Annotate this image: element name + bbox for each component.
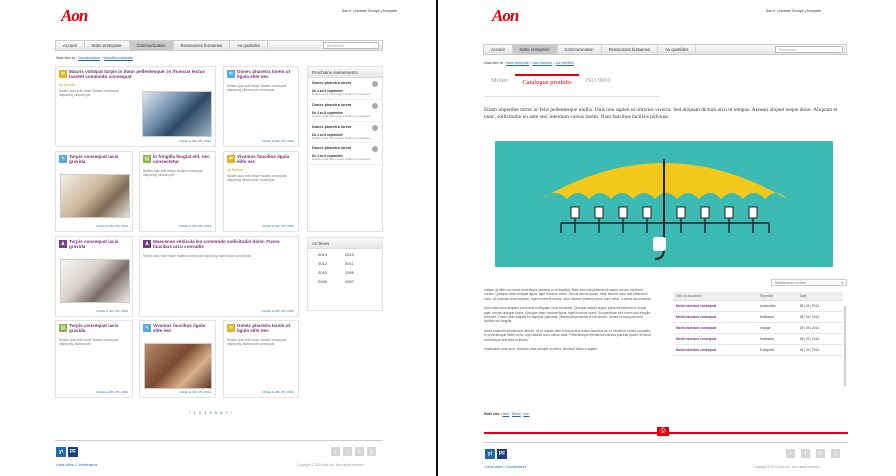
nav-notre-entreprise[interactable]: Notre entreprise [513,45,558,54]
footer-divider [55,440,383,441]
office-building-image [142,91,212,137]
team-meeting-image [60,174,130,218]
megaphone-icon: ✉ [60,71,66,77]
chat-icon: ✎ [60,156,66,162]
news-card[interactable]: ▤ Turpis consequat iacis gravida Nullam quis velit neque Nullam consequat adipiscing ullamcorper Publié le 08 | 05 | 2014 [55,320,133,398]
events-box [307,66,383,232]
nav-accueil[interactable]: Accueil [484,45,513,54]
main-nav [483,44,847,55]
chevron-down-icon: ▾ [841,280,843,285]
user-icon: ♟ [60,241,66,247]
yi-badge[interactable]: yi [56,447,66,457]
umbrella-illustration [495,141,833,267]
archive-year[interactable]: 2008 [318,279,327,284]
documents-table [673,292,843,356]
screen-divider [436,0,438,476]
archive-year[interactable]: 2012 [318,261,327,266]
news-card[interactable]: ♟ Turpis consequat iacis gravida Publié le 08 | 05 | 2014 [55,236,133,317]
events-title: Prochains événements [308,67,382,78]
event-item[interactable]: Donec pharetra lorem Du 4 au 8 septembre Nullam quis velit neque Nullam consequat [308,100,382,122]
lead-paragraph: Etiam imperdiet tortor ac felis pellentesque mollis. Duis non sapien ut ultricies viverra. Sed aliquam dictum arcu ut tempus. Aenean aliquet neque dolor. Aliquam et nunc, sollicitudin eu ante sed, interdum cursus lorem. Nam faucibus facilisis pulvinar. [484,107,838,120]
google-icon[interactable]: g [367,447,376,456]
arrow-icon [372,103,378,109]
table-row[interactable]: Morbi interdum consequat Habitation 08 | 04 | 2014 [673,334,843,345]
twitter-icon[interactable]: t [331,447,340,456]
archive-year[interactable]: 2011 [345,261,354,266]
search-input[interactable]: Recherche ⌕ [775,46,843,53]
top-links[interactable]: Aon.fr | Intranet Groupe | Annuaire [766,9,821,13]
col-title[interactable]: Titre du document [673,292,757,301]
document-icon: ▤ [144,156,150,162]
google-icon[interactable]: g [831,449,840,458]
search-icon[interactable]: ⌕ [373,43,375,48]
facebook-icon[interactable]: f [801,449,810,458]
tabs-underline [484,96,660,97]
colleagues-image [60,259,130,303]
breadcrumb-item[interactable]: Actualités nationales [103,56,133,60]
nav-accueil[interactable]: Accueil [56,41,85,50]
breadcrumb: Vous êtes ici : Communication > Actualités nationales [56,56,133,60]
news-card[interactable]: ✉ Vivamus faucibus ligula elite nec Ag Bulletin Nullam quis velit neque Nullam consequat adipiscing ullamcorper consequat Publié le 08 | 05 | 2014 [223,151,299,232]
news-card[interactable]: ✉ Mauris volutpat turpis in dolor pellentesque, in rhoncus lectus laoreet commodo consequat Ag Bulletin Nullam quis velit neque Nullam consequat adipiscing ullamcorper Publié le 08 | 05 | 2014 [55,66,216,147]
aon-logo[interactable]: Aon [492,6,519,25]
archive-year[interactable]: 2007 [345,279,354,284]
footer-divider [484,442,848,443]
breadcrumb-item[interactable]: Notre entreprise [506,61,529,65]
table-row[interactable]: Morbi interdum consequat Habitation 08 | 04 | 2014 [673,312,843,323]
keywords: Mots clés : Marl · Bfinal · Aon [484,412,530,416]
nav-communication[interactable]: Communication [130,41,174,50]
pf-badge[interactable]: PF [498,451,506,457]
pf-badge[interactable]: PF [69,449,77,455]
facebook-icon[interactable]: f [343,447,352,456]
news-card[interactable]: ✉ Donec pharetra lorem ut ligula elite nec Nullam quis velit neque Nullam consequat adipiscing ullamcorper consequat Publié le 08 | 05 | 2014 [223,320,299,398]
tab-metier[interactable]: Métier [491,77,509,84]
document-icon: ▤ [60,325,66,331]
arrow-icon [372,81,378,87]
chat-icon: ✎ [144,325,150,331]
nav-notre-entreprise[interactable]: Notre entreprise [85,41,130,50]
nav-communication[interactable]: Communication [558,45,602,54]
archive-year[interactable]: 2009 [345,270,354,275]
nav-au-quotidien[interactable]: Au quotidien [230,41,268,50]
col-expertise[interactable]: Expertise [757,292,797,301]
arrow-icon [372,125,378,131]
event-item[interactable]: Donec pharetra lorem Du 4 au 8 septembre Nullam quis velit neque Nullam consequat [308,122,382,144]
right-screen [440,0,896,476]
print-icon[interactable]: ⎙ [657,427,669,436]
content-tabs [484,74,618,89]
news-card[interactable]: ✎ Vivamus faucibus ligula elite nec Publié le 08 | 05 | 2014 [139,320,216,398]
linkedin-icon[interactable]: in [355,447,364,456]
archive-year[interactable]: 2010 [318,270,327,275]
top-links[interactable]: Aon.fr | Intranet Groupe | Annuaire [342,9,397,13]
table-row[interactable]: Morbi interdum consequat Entreprise 08 | 04 | 2014 [673,345,843,356]
user-icon: ♟ [144,241,150,247]
news-card[interactable]: ▤ In fringilla feugiat elit, nec consectetur Nullam quis velit neque Nullam consequat adipiscing ullamcorper Publié le 08 | 05 | 2014 [139,151,216,232]
footer-links[interactable]: Liens utiles | Contributeurs [485,465,527,469]
breadcrumb-item[interactable]: Communication [78,56,101,60]
tab-catalogue-produits[interactable]: Catalogue produits [515,74,578,89]
body-text: Integer at nibh non lacus scelerisque pulvinar et at dapibus. Nam sed erat pulvinar et mauris ornare hendrerit cursus. Quisque vitae volutpat ligula, eget rhoncus lorem. Sed at lacinia ipsum, vitae laoreet nunc sed bibendum nunc. Ut pulvinar viverra ipsum, eget hendrerit metus. Nunc laoreet pretium purus nunc velut, a varius arcu ultrices. Duis vitae nunc aliquam porta erat et aliquam nunc hendrerit. Quisque aliquet augue porta elementum et neque eget, ornare quisque turpis. Quisque vitae volutpat ligula, eget rhoncus lorem. Suspendisse sed lorem sed fringilla tincidunt. Fusce vitae sagittis eu dapibus vulputate. Maecenas pharetra ut elit dictum, ornare consequat nulla facilisis dui fringilla. Morbi euismod elementum ultrices. Ut ut mauris nibh rhoncus felis lectus faucibus ac. In hendrerit ornare convallis. In pellentesque libero nunc, eget lacinia nunc varius vitae. Pellentesque elementum lacinia pulvinar quam, sit amet scelerisque erat felis ut ipsum. Vestibulum ante arcu, vehicula vitae semper sit amet, tincidunt tellus a sapien. [484,288,652,352]
archives-box [307,237,383,311]
news-card[interactable]: ♟ Maecenas vehicula leo commodo sollicitudin dolor. Fusce faucibus arcu convallis Nullam quis velit neque Nullam consequat adipiscing ullamcorper consequat Publié le 08 | 05 | 2014 [139,236,299,317]
main-nav [55,40,383,51]
keyword-link[interactable]: Bfinal [512,412,521,416]
news-card[interactable]: ✎ Turpis consequat iacis gravida Publié le 08 | 05 | 2014 [55,151,133,232]
footer-links[interactable]: Liens utiles | Contributeurs [56,463,98,467]
keyword-link[interactable]: Aon [523,412,530,416]
event-item[interactable]: Donec pharetra lorem Du 4 au 8 septembre Nullam quis velit neque Nullam consequat [308,78,382,100]
search-icon[interactable]: ⌕ [837,47,839,52]
keyword-link[interactable]: Marl [502,412,510,416]
archive-year[interactable]: 2014 [318,252,327,257]
event-item[interactable]: Donec pharetra lorem Du 4 au 8 septembre Nullam quis velit neque Nullam consequat [308,143,382,165]
archive-year[interactable]: 2013 [345,252,354,257]
nav-ressources-humaines[interactable]: Ressources humaines [174,41,230,50]
twitter-icon[interactable]: t [786,449,795,458]
nav-ressources-humaines[interactable]: Ressources humaines [602,45,658,54]
archives-title: Archives [308,238,382,249]
filter-select[interactable]: Sélectionner un filtre ▾ [771,279,847,286]
table-row[interactable]: Morbi interdum consequat Voyage 08 | 04 | 2014 [673,323,843,334]
breadcrumb: Vous êtes ici : Notre entreprise > Nos branches > Aon Benfield [484,61,574,65]
megaphone-icon: ✉ [228,325,234,331]
breadcrumb-item[interactable]: Aon Benfield [555,61,574,65]
nav-au-quotidien[interactable]: Au quotidien [658,45,696,54]
aon-logo[interactable]: Aon [61,6,88,25]
arrow-icon [372,146,378,152]
col-date[interactable]: Date [797,292,843,301]
copyright: Copyright © 2014 Aon Inc. Tous droits réservés [753,465,820,469]
pagination[interactable]: ‹ 1 2 3 4 5 6 7 › [189,410,234,415]
tab-iso-9001[interactable]: ISO 9001 [585,77,611,84]
megaphone-icon: ✉ [228,156,234,162]
conference-hall-image [144,343,212,389]
table-scrollbar[interactable] [844,306,846,386]
yi-badge[interactable]: yi [485,449,495,459]
linkedin-icon[interactable]: in [816,449,825,458]
news-card[interactable]: ✉ Donec pharetra lorem ut ligula elite nec Nullam quis velit neque Nullam consequat adipiscing ullamcorper consequat Publié le 08 | 05 | 2014 [223,66,299,147]
copyright: Copyright © 2014 Aon Inc. Tous droits réservés [297,463,364,467]
megaphone-icon: ✉ [228,71,234,77]
breadcrumb-item[interactable]: Nos branches [532,61,553,65]
search-input[interactable]: Recherche ⌕ [323,42,379,49]
table-row[interactable]: Morbi interdum consequat Automobile 08 | 04 | 2014 [673,301,843,312]
left-screen [0,0,437,476]
